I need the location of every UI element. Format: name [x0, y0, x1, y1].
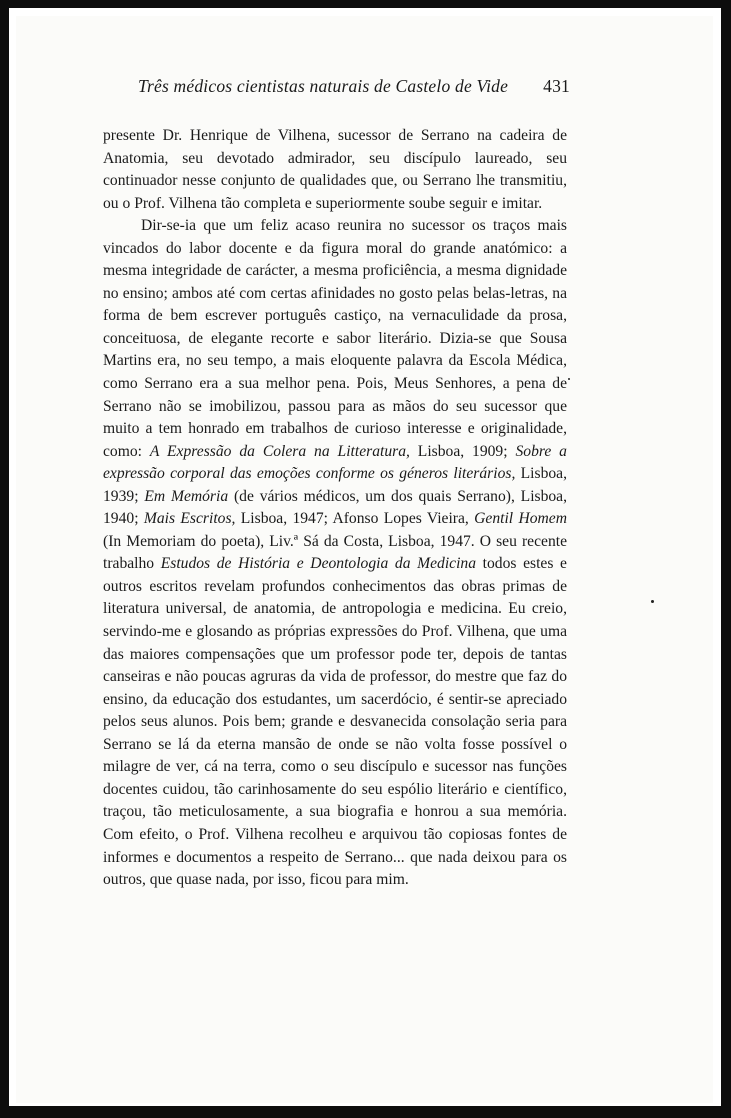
text-run: Lisboa, 1947; Afonso Lopes Vieira, — [240, 510, 469, 528]
text-run: Lisboa, 1939; — [103, 465, 567, 505]
page-number: 431 — [543, 76, 570, 96]
book-title: Sobre a expressão corporal das emoções conforme os géneros literários, — [103, 442, 567, 483]
book-title: Mais Escritos, — [143, 510, 236, 528]
book-title: Em Memória — [144, 487, 229, 505]
text-run: (de vários médicos, um dos quais Serrano), Lisboa, 1940; — [103, 487, 568, 528]
ink-speck — [568, 378, 570, 380]
text-run: Lisboa, 1909; — [417, 442, 508, 460]
text-run: Dir-se-ia que um feliz acaso reunira no sucessor os traços mais vincados do labor docente e da figura moral do grande anatómico: a mesma integridade de carácter, a mesma proficiência, a mesma dignidade no ensino; ambos até com certas afinidades no gosto pelas belas-letras, na forma de bem escrever português castiço, na vernaculidade da prosa, conceituosa, de elegante recorte e sabor literário. Dizia-se que Sousa Martins era, no seu tempo, a mais eloquente palavra da Escola Médica, como Serrano era a sua melhor pena. Pois, Meus Senhores, a pena de Serrano não se imobilizou, passou para as mãos do seu sucessor que muito a tem honrado em trabalhos de curioso interesse e originalidade, como: — [103, 217, 567, 460]
running-title: Três médicos cientistas naturais de Castelo de Vide — [138, 76, 509, 96]
paragraph-continued: presente Dr. Henrique de Vilhena, sucessor de Serrano na cadeira de Anatomia, seu devotado admirador, seu discípulo laureado, seu continuador nesse conjunto de qualidades que, ou Serrano lhe transmitiu, ou o Prof. Vilhena tão completa e superiormente soube seguir e imitar. — [103, 127, 567, 212]
book-title: A Expressão da Colera na Litteratura, — [149, 442, 410, 460]
book-title: Estudos de História e Deontologia da Medicina — [160, 555, 477, 573]
running-head — [138, 76, 578, 97]
text-run: (In Memoriam do poeta), Liv.ª Sá da Costa, Lisboa, 1947. O seu recente trabalho — [103, 532, 567, 573]
text-run: todos estes e outros escritos revelam profundos conhecimentos das obras primas de literatura universal, de anatomia, de antropologia e medicina. Eu creio, servindo-me e glosando as próprias expressões do Prof. Vilhena, que uma das maiores compensações que um professor pode ter, depois de tantas canseiras e não poucas agruras da vida de professor, do mestre que faz do ensino, da educação dos estudantes, um sacerdócio, é sentir-se apreciado pelos seus alunos. Pois bem; grande e desvanecida consolação seria para Serrano se lá da eterna mansão de onde se não volta fosse possível o milagre de ver, cá na terra, como o seu discípulo e sucessor nas funções docentes cuidou, tão carinhosamente do seu espólio literário e científico, traçou, tão meticulosamente, a sua biografia e honrou a sua memória. Com efeito, o Prof. Vilhena recolheu e arquivou tão copiosas fontes de informes e documentos a respeito de Serrano... que nada deixou para os outros, que quase nada, por isso, ficou para mim. — [103, 555, 567, 889]
book-title: Gentil Homem — [474, 510, 567, 528]
ink-speck — [651, 600, 654, 603]
body-text — [103, 125, 567, 892]
paragraph — [103, 215, 567, 891]
